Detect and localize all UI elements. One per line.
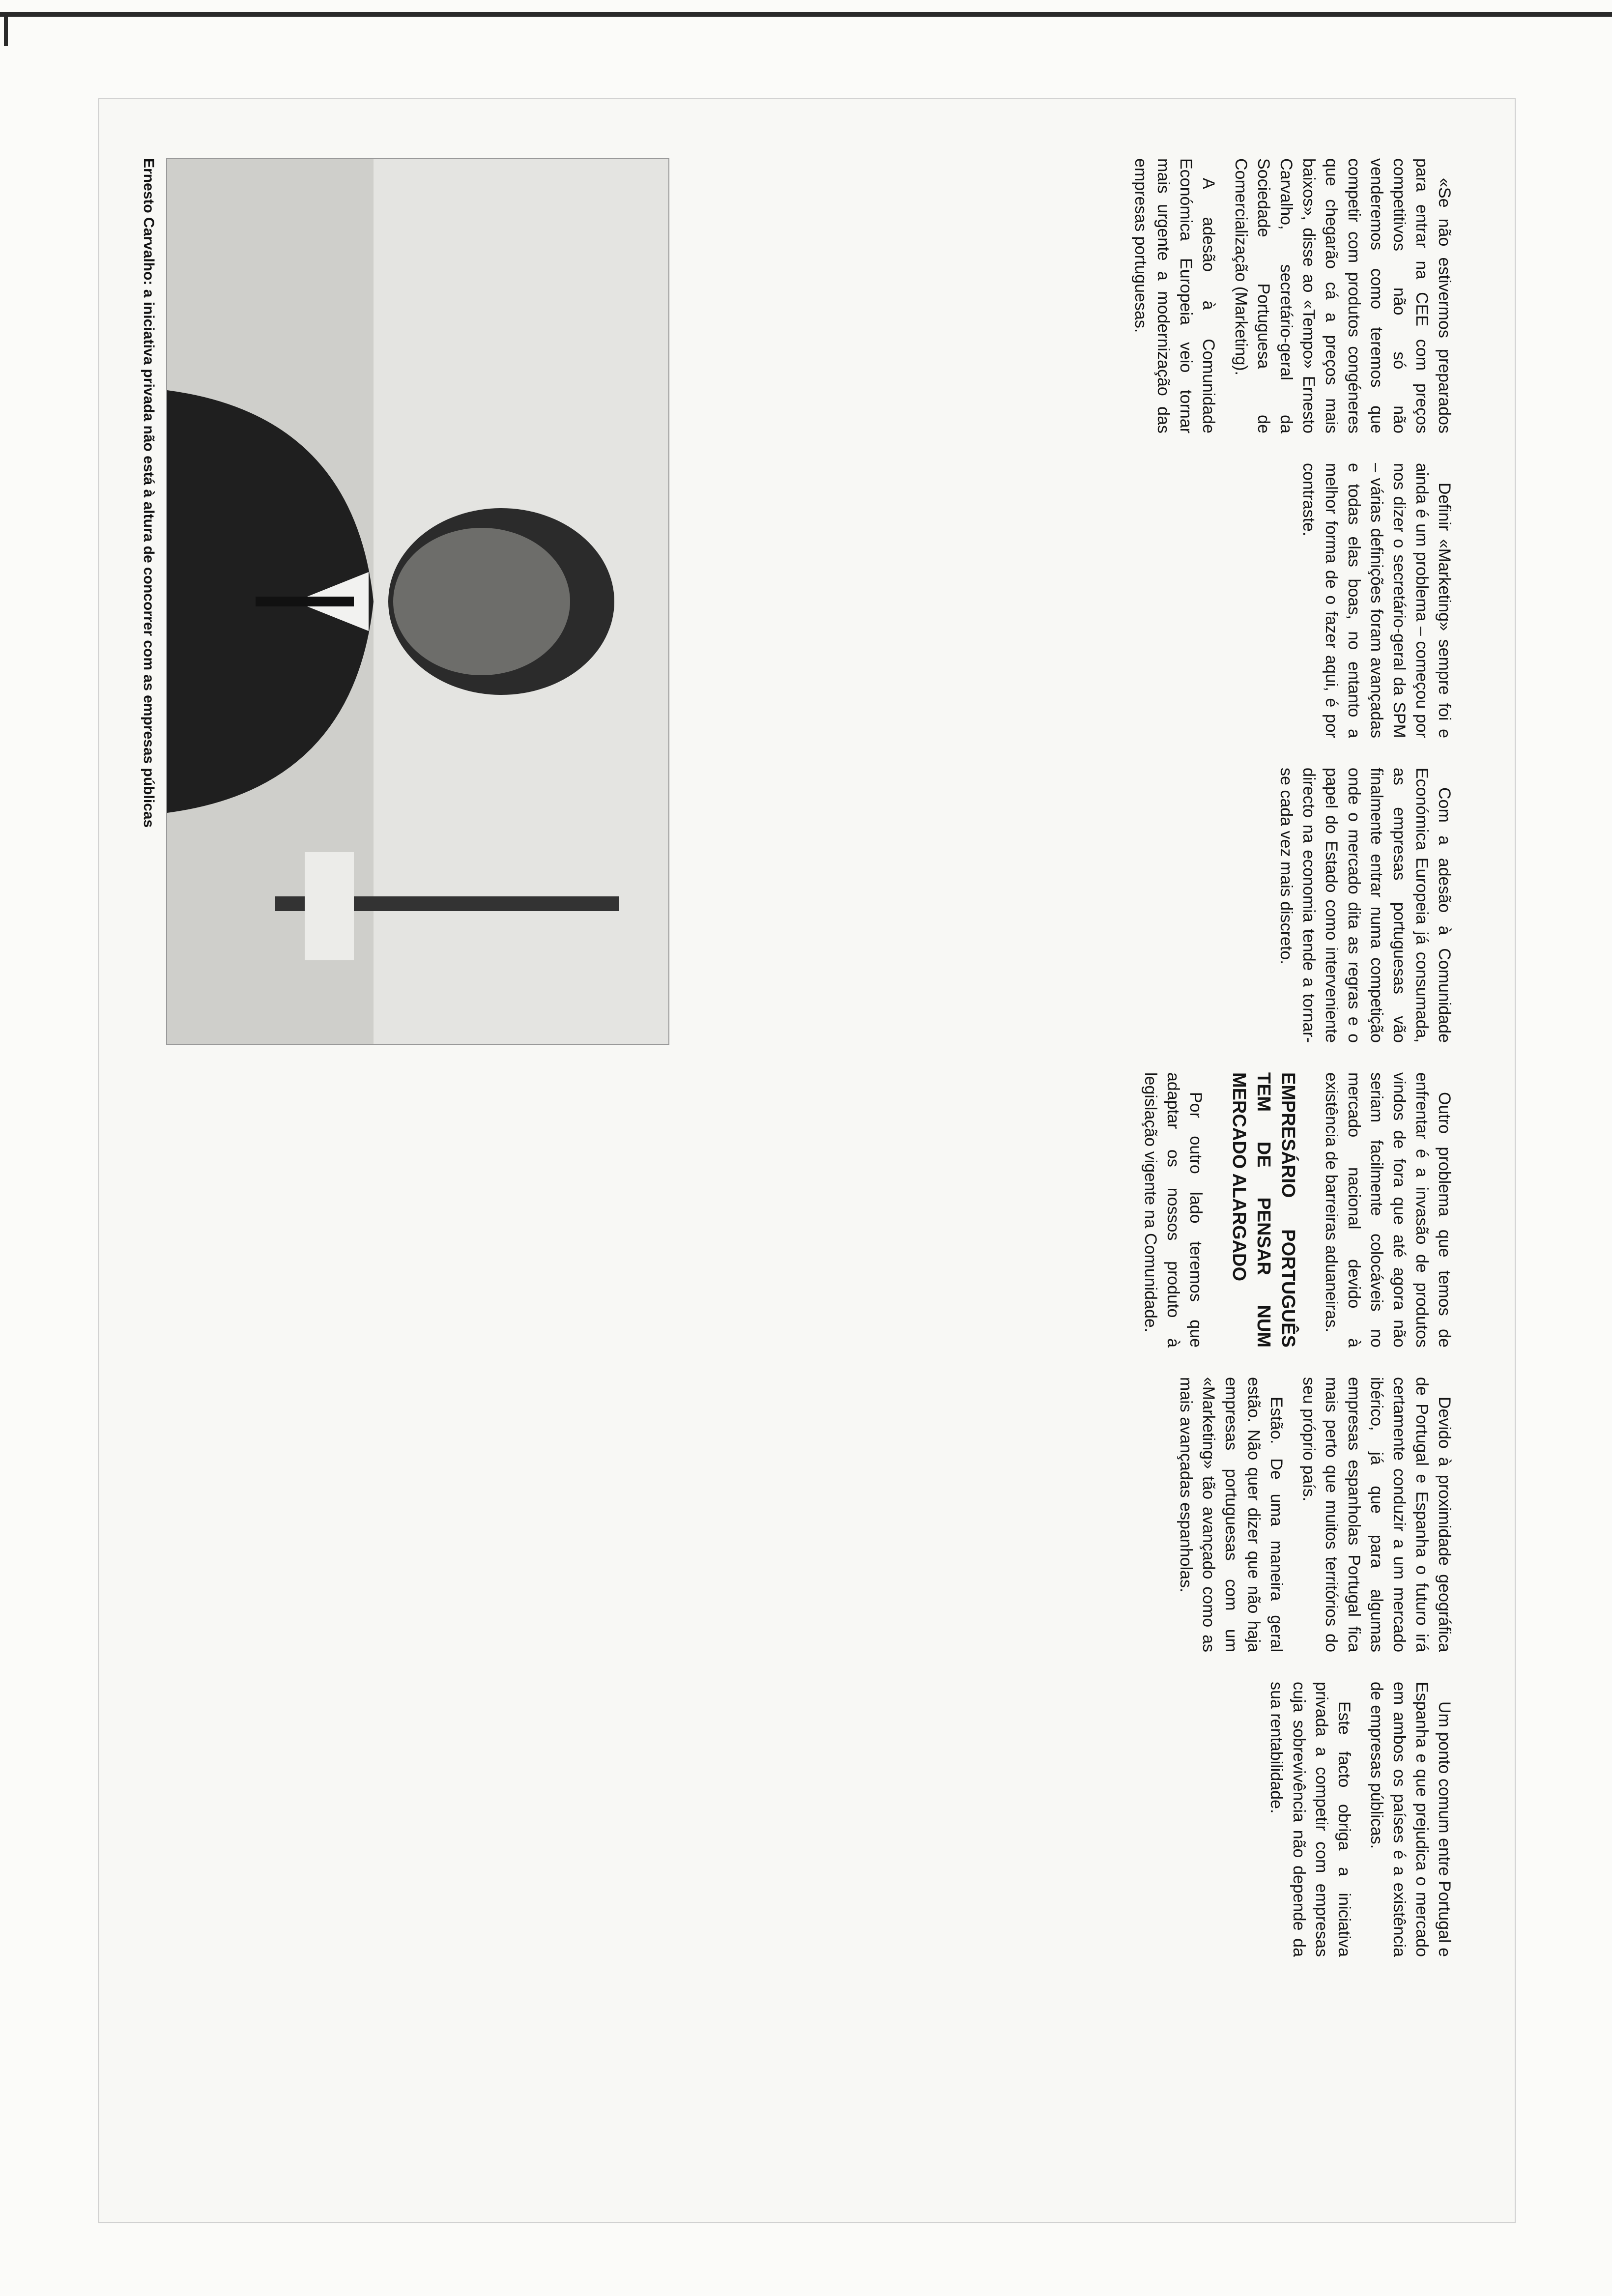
paragraph: «Se não estivermos preparados para entrar na CEE com preços competitivos não só não venderemos como teremos que competir com produtos congéneres que chegarão cá a preços mais baixos», disse ao «Tempo» Ernesto Carvalho, secretário-geral da Sociedade Portuguesa de Comercialização (Marketing). xyxy=(1232,158,1454,433)
paragraph: Um ponto comum entre Portugal e Espanha e que prejudica o mercado em ambos os países é a existência de empresas públicas. xyxy=(1367,1682,1454,1957)
article-photo xyxy=(166,158,669,1045)
section-heading: EMPRESÁRIO PORTUGUÊS TEM DE PENSAR NUM MERCADO ALARGADO xyxy=(1229,1072,1298,1348)
paragraph: Estão. De uma maneira geral estão. Não quer dizer que não haja empresas portuguesas com um «Marketing» tão avançado como as mais avançadas espanholas. xyxy=(1177,1377,1286,1652)
top-rule xyxy=(0,12,1612,17)
paragraph: A adesão à Comunidade Económica Europeia veio tornar mais urgente a modernização das empresas portuguesas. xyxy=(1131,158,1218,433)
margin-mark xyxy=(4,12,8,46)
paragraph: Por outro lado teremos que adaptar os nossos produto à legislação vigente na Comunidade. xyxy=(1141,1072,1205,1348)
portrait-image xyxy=(167,159,668,1044)
rotated-article xyxy=(99,99,1515,2222)
paragraph: Devido à proximidade geográfica de Portugal e Espanha o futuro irá certamente conduzir a um mercado ibérico, já que para algumas empresas espanholas Portugal fica mais perto que muitos territórios do seu próprio país. xyxy=(1299,1377,1454,1652)
paragraph: Com a adesão à Comunidade Económica Europeia já consumada, as empresas portuguesas vão finalmente entrar numa competição onde o mercado dita as regras e o papel do Estado como interveniente directo na economia tende a tornar-se cada vez mais discreto. xyxy=(1277,768,1454,1043)
article-column-6 xyxy=(158,1682,1456,1957)
paragraph: Definir «Marketing» sempre foi e ainda é um problema – começou por nos dizer o secretário-geral da SPM – várias definições foram avançadas e todas elas boas, no entanto a melhor forma de o fazer aqui, é por contraste. xyxy=(1299,463,1454,738)
photo-caption: Ernesto Carvalho: a iniciativa privada não está à altura de concorrer com as empresas públicas xyxy=(141,158,157,828)
newspaper-page xyxy=(98,98,1516,2223)
article-column-5 xyxy=(158,1377,1456,1652)
paragraph: Outro problema que temos de enfrentar é a invasão de produtos vindos de fora que até agora não seriam facilmente colocáveis no mercado nacional devido à existência de barreiras aduaneiras. xyxy=(1322,1072,1454,1348)
article-column-4 xyxy=(158,1072,1456,1348)
paragraph: Este facto obriga a iniciativa privada a competir com empresas cuja sobrevivência não depende da sua rentabilidade. xyxy=(1267,1682,1353,1957)
